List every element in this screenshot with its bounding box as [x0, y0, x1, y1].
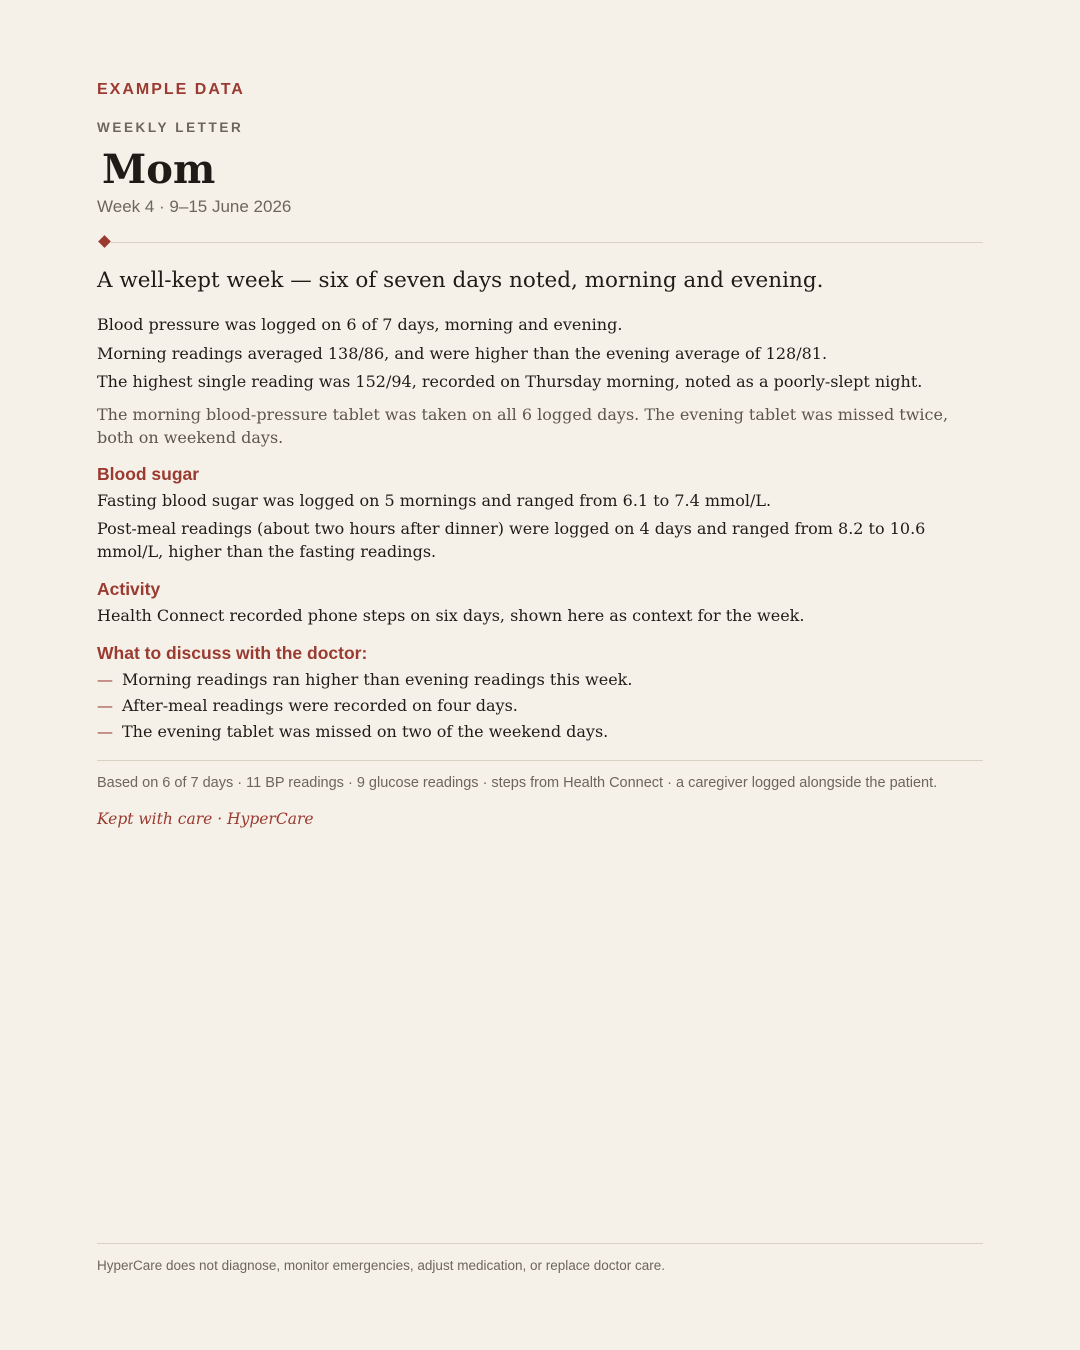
letter-kicker: WEEKLY LETTER [97, 120, 244, 135]
patient-name: Mom [102, 146, 216, 193]
blood-pressure-section [97, 313, 983, 393]
summary-divider [97, 760, 983, 761]
discuss-list [97, 667, 983, 745]
discuss-item-text: Morning readings ran higher than evening readings this week. [122, 670, 633, 689]
medication-note [97, 403, 983, 449]
dash-icon: — [97, 696, 113, 715]
discuss-item [97, 719, 983, 745]
activity-section [97, 578, 983, 627]
header-divider [97, 236, 983, 248]
bp-line: Blood pressure was logged on 6 of 7 days, morning and evening. [97, 315, 623, 334]
discuss-item [97, 667, 983, 693]
signoff: Kept with care · HyperCare [97, 810, 314, 828]
discuss-item-text: After-meal readings were recorded on four days. [122, 696, 518, 715]
blood-sugar-line: Post-meal readings (about two hours after dinner) were logged on 4 days and ranged from 8.2 to 10.6 mmol/L, higher than the fasting readings. [97, 519, 926, 561]
blood-sugar-line: Fasting blood sugar was logged on 5 mornings and ranged from 6.1 to 7.4 mmol/L. [97, 491, 772, 510]
activity-line: Health Connect recorded phone steps on six days, shown here as context for the week. [97, 606, 805, 625]
week-dateline: Week 4 · 9–15 June 2026 [97, 197, 292, 216]
letter-headline: A well-kept week — six of seven days noted, morning and evening. [97, 268, 824, 293]
example-data-label: EXAMPLE DATA [97, 81, 245, 98]
divider-line [111, 242, 983, 243]
dash-icon: — [97, 722, 113, 741]
discuss-section [97, 642, 983, 745]
diamond-icon [98, 235, 111, 248]
discuss-heading: What to discuss with the doctor: [97, 643, 368, 663]
footer-divider [97, 1243, 983, 1244]
data-summary: Based on 6 of 7 days · 11 BP readings · 9 glucose readings · steps from Health Connect · a caregiver logged alongside the patient. [97, 775, 938, 791]
dash-icon: — [97, 670, 113, 689]
activity-heading: Activity [97, 579, 161, 599]
discuss-item-text: The evening tablet was missed on two of the weekend days. [122, 722, 609, 741]
medication-note-text: The morning blood-pressure tablet was taken on all 6 logged days. The evening tablet was missed twice, both on weekend days. [97, 405, 949, 447]
bp-line: Morning readings averaged 138/86, and were higher than the evening average of 128/81. [97, 344, 828, 363]
disclaimer: HyperCare does not diagnose, monitor emergencies, adjust medication, or replace doctor care. [97, 1258, 666, 1273]
blood-sugar-section [97, 463, 983, 563]
bp-line: The highest single reading was 152/94, recorded on Thursday morning, noted as a poorly-slept night. [97, 372, 923, 391]
discuss-item [97, 693, 983, 719]
blood-sugar-heading: Blood sugar [97, 464, 200, 484]
